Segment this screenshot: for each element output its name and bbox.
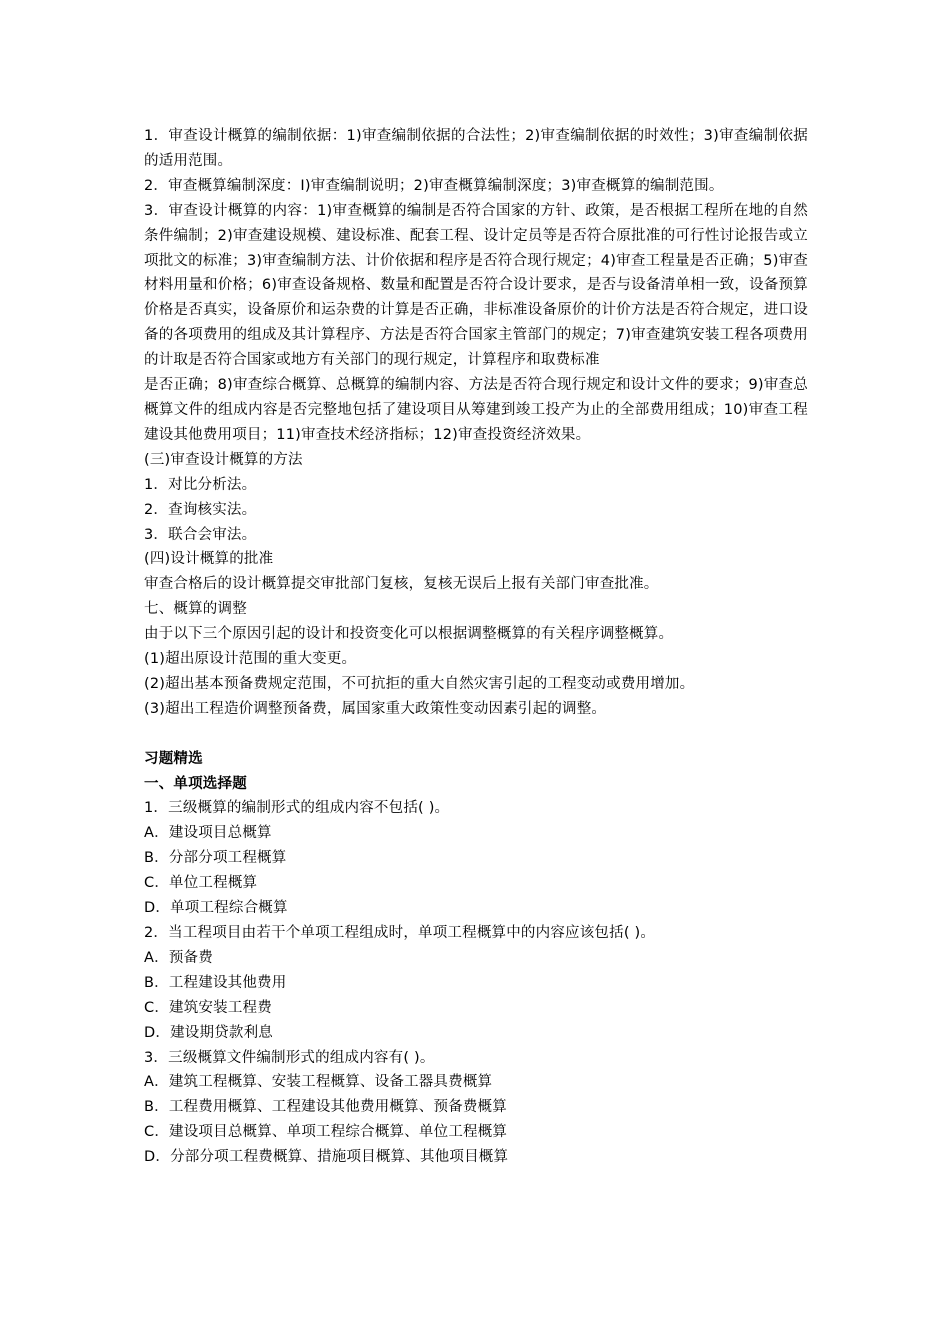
exercises-title: 习题精选 — [144, 750, 203, 767]
method-item: 1．对比分析法。 — [144, 476, 257, 493]
adjust-item: (1)超出原设计范围的重大变更。 — [144, 651, 357, 668]
question-option: A．预备费 — [144, 949, 213, 966]
adjust-item: (3)超出工程造价调整预备费，属国家重大政策性变动因素引起的调整。 — [144, 700, 607, 717]
question-stem: 2．当工程项目由若干个单项工程组成时，单项工程概算中的内容应该包括( )。 — [144, 924, 656, 941]
review-basis-paragraph: 1．审查设计概算的编制依据：1)审查编制依据的合法性；2)审查编制依据的时效性；3)审查编制依据的适用范围。 — [144, 128, 808, 169]
question-option: A．建设项目总概算 — [144, 825, 272, 842]
question-option: C．建设项目总概算、单项工程综合概算、单位工程概算 — [144, 1124, 508, 1141]
question-option: D．建设期贷款利息 — [144, 1024, 273, 1041]
question-stem: 1．三级概算的编制形式的组成内容不包括( )。 — [144, 800, 450, 817]
question-option: C．单位工程概算 — [144, 875, 258, 892]
approval-text: 审查合格后的设计概算提交审批部门复核，复核无误后上报有关部门审查批准。 — [144, 576, 659, 593]
document-page — [144, 124, 808, 1170]
method-item: 3．联合会审法。 — [144, 526, 257, 543]
adjust-intro: 由于以下三个原因引起的设计和投资变化可以根据调整概算的有关程序调整概算。 — [144, 626, 674, 643]
question-option: D．单项工程综合概算 — [144, 900, 288, 917]
adjust-item: (2)超出基本预备费规定范围，不可抗拒的重大自然灾害引起的工程变动或费用增加。 — [144, 675, 695, 692]
methods-heading: (三)审查设计概算的方法 — [144, 451, 303, 468]
question-option: B．工程建设其他费用 — [144, 974, 287, 991]
question-option: D．分部分项工程费概算、措施项目概算、其他项目概算 — [144, 1149, 509, 1166]
blank-line — [144, 722, 808, 747]
question-option: B．工程费用概算、工程建设其他费用概算、预备费概算 — [144, 1099, 507, 1116]
review-content-continued: 是否正确；8)审查综合概算、总概算的编制内容、方法是否符合现行规定和设计文件的要求；9)审查总概算文件的组成内容是否完整地包括了建设项目从筹建到竣工投产为止的全部费用组成；10)审查工程建设其他费用项目；11)审查技术经济指标；12)审查投资经济效果。 — [144, 377, 808, 443]
adjust-heading: 七、概算的调整 — [144, 601, 247, 618]
question-option: A．建筑工程概算、安装工程概算、设备工器具费概算 — [144, 1074, 493, 1091]
review-content-paragraph: 3．审查设计概算的内容：1)审查概算的编制是否符合国家的方针、政策，是否根据工程所在地的自然条件编制；2)审查建设规模、建设标准、配套工程、设计定员等是否符合原批准的可行性讨论报告或立项批文的标准；3)审查编制方法、计价依据和程序是否符合现行规定；4)审查工程量是否正确；5)审查材料用量和价格；6)审查设备规格、数量和配置是否符合设计要求，是否与设备清单相一致，设备预算价格是否真实，设备原价和运杂费的计算是否正确，非标准设备原价的计价方法是否符合规定，进口设备的各项费用的组成及其计算程序、方法是否符合国家主管部门的规定；7)审查建筑安装工程各项费用的计取是否符合国家或地方有关部门的现行规定，计算程序和取费标准 — [144, 202, 809, 369]
question-option: B．分部分项工程概算 — [144, 850, 287, 867]
approval-heading: (四)设计概算的批准 — [144, 551, 274, 568]
question-stem: 3．三级概算文件编制形式的组成内容有( )。 — [144, 1049, 435, 1066]
review-depth-paragraph: 2．审查概算编制深度：I)审查编制说明；2)审查概算编制深度；3)审查概算的编制范围。 — [144, 177, 724, 194]
question-option: C．建筑安装工程费 — [144, 999, 272, 1016]
method-item: 2．查询核实法。 — [144, 501, 257, 518]
exercises-section-heading: 一、单项选择题 — [144, 775, 247, 792]
